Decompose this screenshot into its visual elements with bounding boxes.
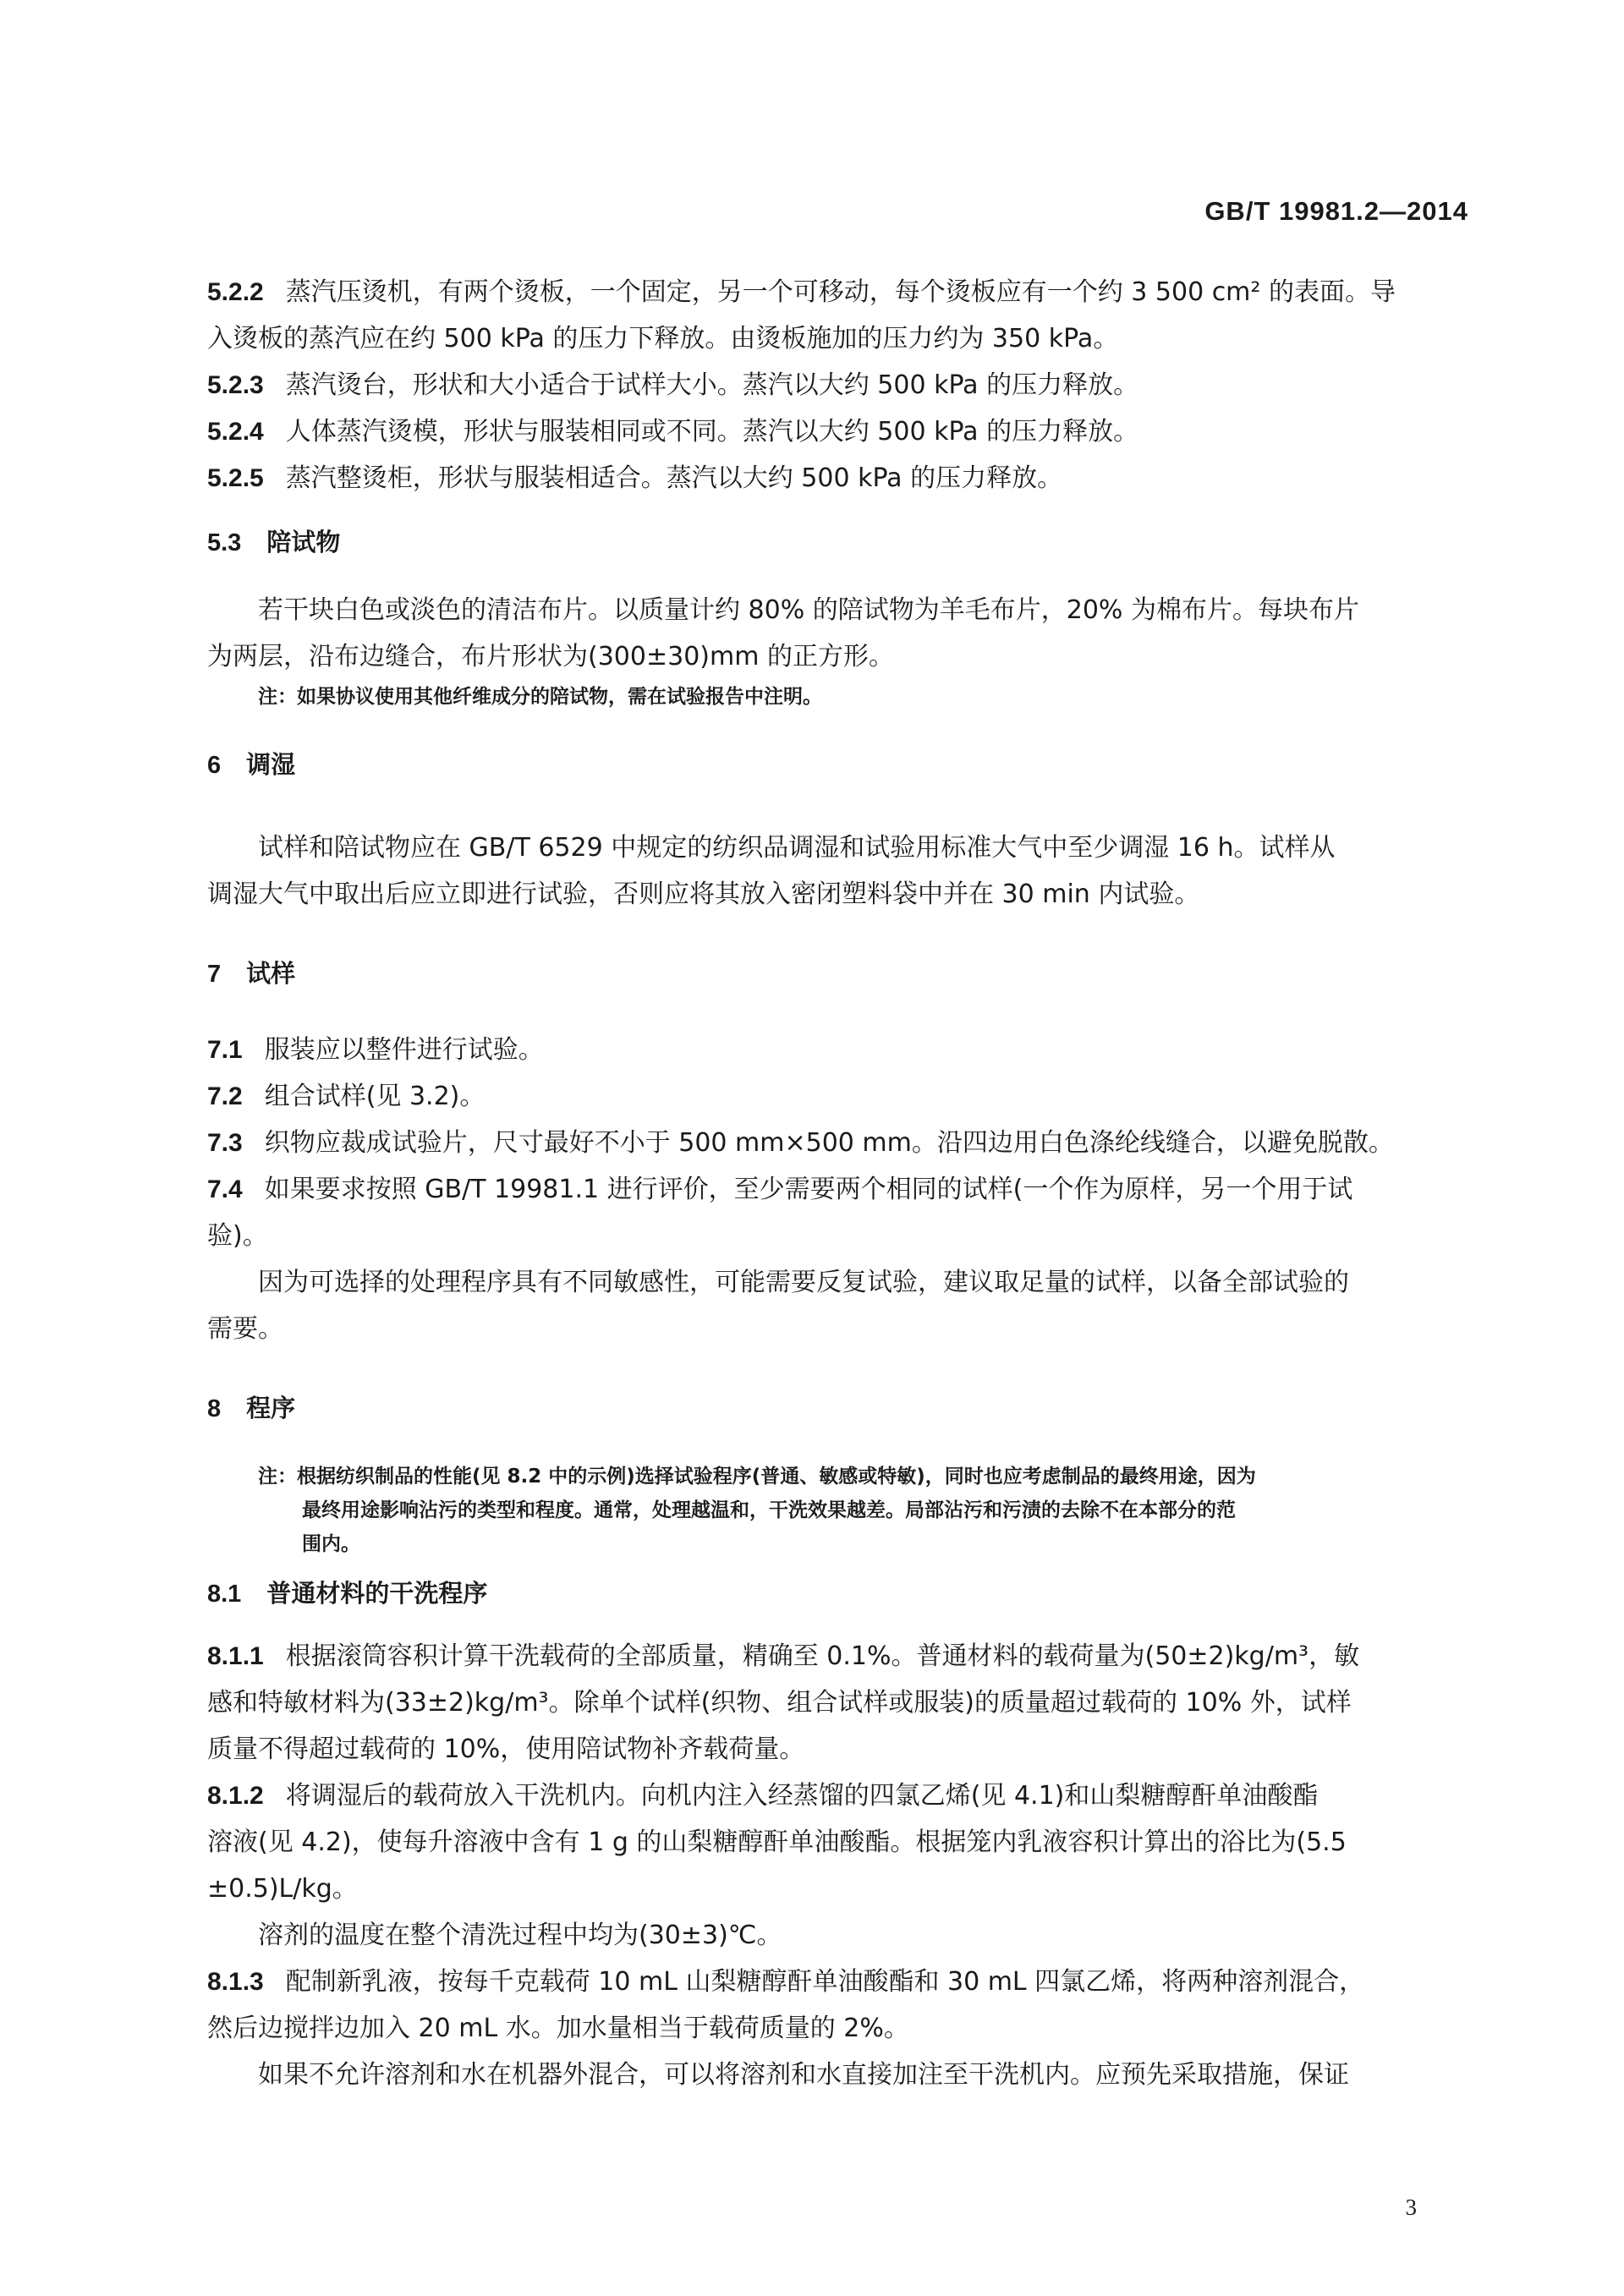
section-title: 程序 bbox=[246, 1394, 296, 1422]
clause-number: 7.3 bbox=[207, 1129, 243, 1157]
clause-5-2-3 bbox=[207, 362, 1472, 408]
note-8-line1: 注：根据纺织制品的性能(见 8.2 中的示例)选择试验程序(普通、敏感或特敏)，同时也应考虑制品的最终用途，因为 bbox=[258, 1466, 1256, 1488]
section-heading-8 bbox=[207, 1391, 1472, 1426]
clause-text: 人体蒸汽烫模，形状与服装相同或不同。蒸汽以大约 500 kPa 的压力释放。 bbox=[285, 417, 1139, 447]
clause-text: 服装应以整件进行试验。 bbox=[264, 1035, 544, 1065]
clause-text: 织物应裁成试验片，尺寸最好不小于 500 mm×500 mm。沿四边用白色涤纶线缝合，以避免脱散。 bbox=[264, 1128, 1394, 1158]
paragraph-5-3-line2: 为两层，沿布边缝合，布片形状为(300±30)mm 的正方形。 bbox=[207, 642, 894, 671]
section-heading-8-1 bbox=[207, 1576, 1472, 1611]
clause-8-1-3-line2: 然后边搅拌边加入 20 mL 水。加水量相当于载荷质量的 2%。 bbox=[207, 2014, 909, 2043]
clause-number: 7.2 bbox=[207, 1082, 243, 1110]
paragraph-8-1-3: 如果不允许溶剂和水在机器外混合，可以将溶剂和水直接加注至干洗机内。应预先采取措施，保证 bbox=[258, 2060, 1349, 2090]
note-8-line2: 最终用途影响沾污的类型和程度。通常，处理越温和，干洗效果越差。局部沾污和污渍的去除不在本部分的范 bbox=[302, 1499, 1236, 1521]
clause-8-1-2-line3: ±0.5)L/kg。 bbox=[207, 1874, 358, 1904]
clause-number: 5.2.5 bbox=[207, 464, 264, 492]
clause-5-2-2 bbox=[207, 269, 1472, 362]
clause-text: 蒸汽压烫机，有两个烫板，一个固定，另一个可移动，每个烫板应有一个约 3 500 cm² 的表面。导 bbox=[285, 277, 1396, 307]
paragraph-6-line2: 调湿大气中取出后应立即进行试验，否则应将其放入密闭塑料袋中并在 30 min 内试验。 bbox=[207, 879, 1200, 909]
section-title: 试样 bbox=[246, 959, 296, 988]
clause-8-1-3 bbox=[207, 1959, 1472, 2005]
clause-text: 蒸汽整烫柜，形状与服装相适合。蒸汽以大约 500 kPa 的压力释放。 bbox=[285, 463, 1063, 493]
clause-text-continued: 入烫板的蒸汽应在约 500 kPa 的压力下释放。由烫板施加的压力约为 350 kPa。 bbox=[207, 324, 1119, 353]
clause-number: 8.1.1 bbox=[207, 1642, 264, 1670]
clause-text: 组合试样(见 3.2)。 bbox=[264, 1082, 486, 1111]
section-number: 8.1 bbox=[207, 1581, 242, 1608]
clause-7-1 bbox=[207, 1027, 1472, 1073]
page-content bbox=[207, 269, 1472, 2098]
note-8 bbox=[207, 1460, 1472, 1561]
clause-7-2 bbox=[207, 1073, 1472, 1120]
clause-8-1-1-line2: 感和特敏材料为(33±2)kg/m³。除单个试样(织物、组合试样或服装)的质量超过载荷的 10% 外，试样 bbox=[207, 1688, 1352, 1718]
clause-8-1-2 bbox=[207, 1773, 1472, 1819]
clause-7-3 bbox=[207, 1120, 1472, 1166]
clause-7-4-continued: 验)。 bbox=[207, 1221, 268, 1251]
clause-8-1-1-line3: 质量不得超过载荷的 10%，使用陪试物补齐载荷量。 bbox=[207, 1734, 805, 1764]
section-heading-6 bbox=[207, 748, 1472, 782]
clause-text: 将调湿后的载荷放入干洗机内。向机内注入经蒸馏的四氯乙烯(见 4.1)和山梨糖醇酐单油酸酯 bbox=[285, 1781, 1319, 1811]
clause-number: 5.2.3 bbox=[207, 371, 264, 399]
clause-text: 如果要求按照 GB/T 19981.1 进行评价，至少需要两个相同的试样(一个作为原样，另一个用于试 bbox=[264, 1175, 1353, 1204]
clause-number: 7.4 bbox=[207, 1175, 243, 1203]
clause-text: 配制新乳液，按每千克载荷 10 mL 山梨糖醇酐单油酸酯和 30 mL 四氯乙烯，将两种溶剂混合， bbox=[285, 1967, 1365, 1997]
clause-number: 8.1.2 bbox=[207, 1782, 264, 1810]
clause-number: 5.2.4 bbox=[207, 418, 264, 446]
paragraph-7-line2: 需要。 bbox=[207, 1314, 283, 1344]
clause-number: 8.1.3 bbox=[207, 1968, 264, 1996]
section-title: 调湿 bbox=[246, 750, 296, 779]
section-title: 陪试物 bbox=[266, 528, 341, 556]
page-number: 3 bbox=[1405, 2195, 1417, 2220]
section-number: 6 bbox=[207, 752, 222, 779]
clause-8-1-1 bbox=[207, 1633, 1472, 1680]
paragraph-7-line1: 因为可选择的处理程序具有不同敏感性，可能需要反复试验，建议取足量的试样，以备全部试验的 bbox=[258, 1268, 1349, 1297]
paragraph-6-line1: 试样和陪试物应在 GB/T 6529 中规定的纺织品调湿和试验用标准大气中至少调湿 16 h。试样从 bbox=[258, 833, 1336, 863]
section-heading-7 bbox=[207, 956, 1472, 991]
standard-code: GB/T 19981.2—2014 bbox=[1204, 196, 1468, 226]
section-title: 普通材料的干洗程序 bbox=[266, 1579, 488, 1608]
section-heading-5-3 bbox=[207, 525, 1472, 560]
paragraph-8-1-2: 溶剂的温度在整个清洗过程中均为(30±3)℃。 bbox=[258, 1921, 782, 1950]
section-number: 5.3 bbox=[207, 529, 242, 556]
note-5-3: 注：如果协议使用其他纤维成分的陪试物，需在试验报告中注明。 bbox=[258, 686, 822, 708]
paragraph-5-3-line1: 若干块白色或淡色的清洁布片。以质量计约 80% 的陪试物为羊毛布片，20% 为棉布片。每块布片 bbox=[258, 595, 1359, 625]
clause-8-1-2-line2: 溶液(见 4.2)，使每升溶液中含有 1 g 的山梨糖醇酐单油酸酯。根据笼内乳液容积计算出的浴比为(5.5 bbox=[207, 1827, 1347, 1857]
clause-5-2-4 bbox=[207, 408, 1472, 455]
clause-text: 蒸汽烫台，形状和大小适合于试样大小。蒸汽以大约 500 kPa 的压力释放。 bbox=[285, 370, 1139, 400]
section-number: 7 bbox=[207, 961, 222, 988]
clause-7-4 bbox=[207, 1166, 1472, 1213]
clause-number: 7.1 bbox=[207, 1036, 243, 1064]
section-number: 8 bbox=[207, 1395, 222, 1422]
clause-5-2-5 bbox=[207, 455, 1472, 501]
clause-number: 5.2.2 bbox=[207, 278, 264, 306]
note-8-line3: 围内。 bbox=[302, 1533, 360, 1555]
clause-text: 根据滚筒容积计算干洗载荷的全部质量，精确至 0.1%。普通材料的载荷量为(50±2)kg/m³，敏 bbox=[285, 1641, 1360, 1671]
